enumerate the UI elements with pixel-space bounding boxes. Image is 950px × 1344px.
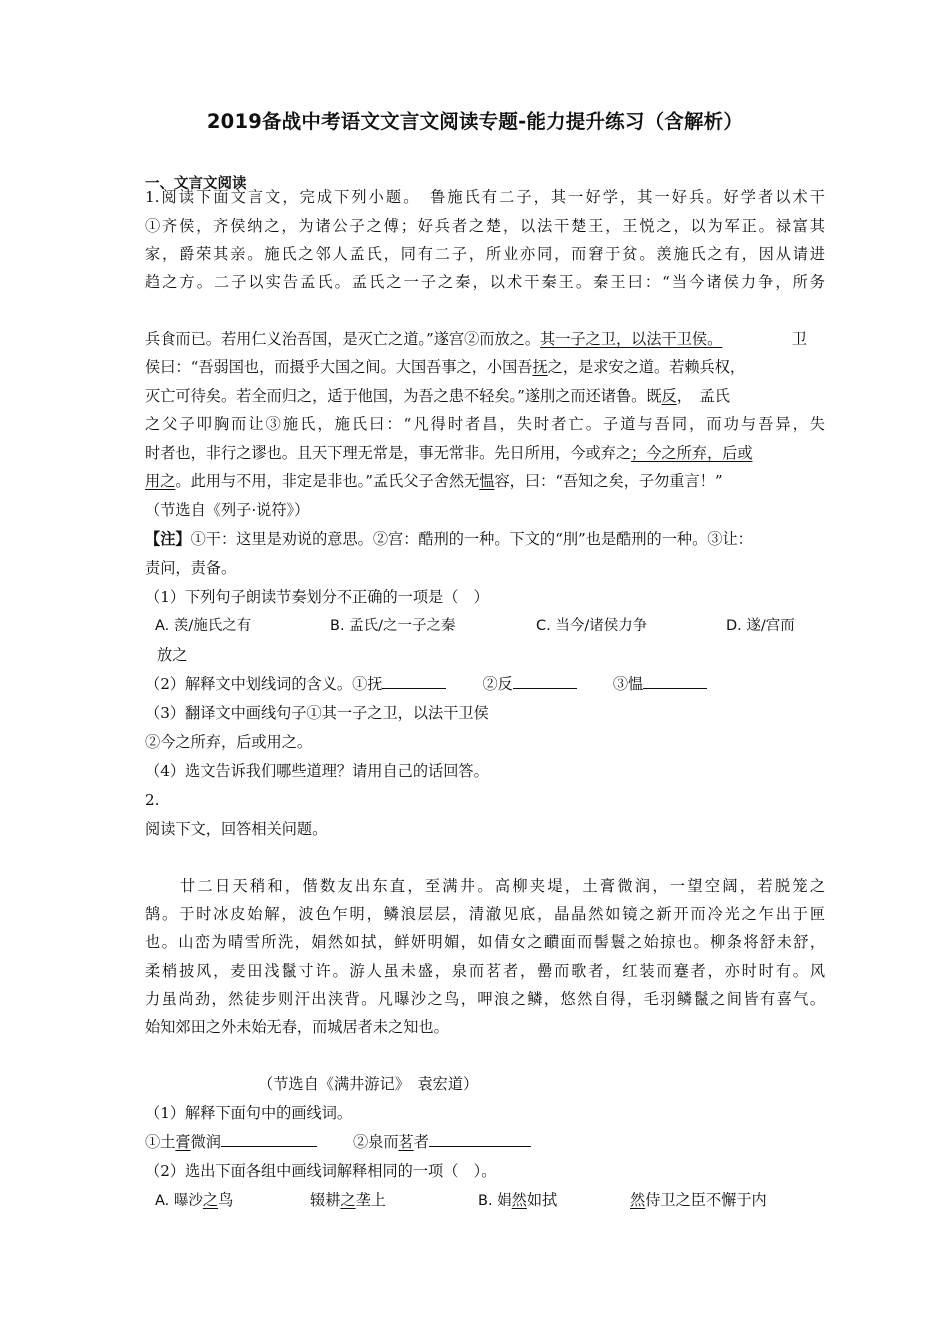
passage-line: 1.阅读下面文言文，完成下列小题。 鲁施氏有二子，其一好学，其一好兵。好学者以术干 bbox=[145, 188, 825, 206]
underlined-sentence: ；今之所弃，后或 bbox=[631, 444, 753, 462]
option-d: D. 遂/宫而 bbox=[726, 618, 795, 634]
passage-line: 力虽尚劲，然徒步则汗出浃背。凡曝沙之鸟，呷浪之鳞，悠然自得，毛羽鳞鬣之间皆有喜气。 bbox=[145, 990, 825, 1008]
option-text: 侍卫之臣不懈于内 bbox=[645, 1191, 767, 1209]
question-intro: 阅读下文，回答相关问题。 bbox=[145, 820, 328, 838]
option-text: 如拭 bbox=[526, 1191, 558, 1209]
passage-text: 容，曰：“吾知之矣，子勿重言！” bbox=[494, 472, 723, 490]
answer-blank[interactable] bbox=[643, 673, 707, 689]
option-a-part1 bbox=[155, 1189, 233, 1212]
word-item: 微润 bbox=[190, 1133, 221, 1151]
underlined-sentence: 其一子之卫，以法干卫侯。 bbox=[540, 330, 723, 348]
question-text: ②今之所弃，后或用之。 bbox=[145, 733, 313, 751]
passage-line: 鹄。于时冰皮始解，波色乍明，鳞浪层层，清澈见底，晶晶然如镜之新开而冷光之乍出于匣 bbox=[145, 905, 825, 923]
passage-line: ①齐侯，齐侯纳之，为诸公子之傅；好兵者之楚，以法干楚王，王悦之，以为军正。禄富其 bbox=[145, 217, 825, 235]
passage-line: 之父子叩胸而让③施氏，施氏曰：“凡得时者昌，失时者亡。子道与吾同，而功与吾异，失 bbox=[145, 415, 825, 433]
question-text: （2）选出下面各组中画线词解释相同的一项（ ）。 bbox=[145, 1162, 497, 1180]
source-citation: （节选自《列子·说符》） bbox=[145, 501, 310, 519]
passage-line: 趋之方。二子以实告孟氏。孟氏之一子之秦，以术干秦王。秦王曰：“当今诸侯力争，所务 bbox=[145, 273, 825, 291]
underlined-word: 膏 bbox=[175, 1133, 191, 1151]
underlined-word: 之 bbox=[340, 1191, 356, 1209]
passage-line bbox=[145, 442, 825, 464]
word-item: ②泉而 bbox=[352, 1133, 399, 1151]
note-text: ①干：这里是劝说的意思。②宫：酷刑的一种。下文的“刖”也是酷刑的一种。③让： bbox=[190, 530, 753, 548]
option-b-part2 bbox=[630, 1189, 767, 1211]
passage-line bbox=[145, 356, 825, 378]
option-a-part2 bbox=[310, 1189, 386, 1211]
passage-line bbox=[145, 328, 825, 350]
word-item: ①抚 bbox=[352, 675, 383, 693]
word-item: ③愠 bbox=[612, 675, 644, 693]
word-item: 者 bbox=[413, 1133, 429, 1151]
passage-line: 始知郊田之外未始无春，而城居者未之知也。 bbox=[145, 1018, 449, 1036]
passage-line: 廿二日天稍和，偕数友出东直，至满井。高柳夹堤，土膏微润，一望空阔，若脱笼之 bbox=[145, 877, 825, 895]
underlined-word: 然 bbox=[630, 1191, 646, 1209]
source-citation: （节选自《满井游记》 袁宏道） bbox=[258, 1075, 479, 1093]
note-line bbox=[145, 528, 825, 550]
question-text bbox=[145, 673, 825, 695]
underlined-word: 反 bbox=[661, 387, 677, 405]
option-text: A. 曝沙 bbox=[155, 1193, 203, 1209]
option-text: 辍耕 bbox=[310, 1191, 341, 1209]
underlined-word: 然 bbox=[511, 1191, 527, 1209]
passage-text: 卫 bbox=[791, 330, 807, 348]
option-d-continued: 放之 bbox=[157, 646, 188, 664]
answer-blank[interactable] bbox=[221, 1131, 317, 1147]
option-text: 鸟 bbox=[218, 1191, 234, 1209]
passage-line bbox=[145, 470, 825, 492]
passage-text: 兵食而已。若用仁义治吾国，是灭亡之道。”遂宫②而放之。 bbox=[145, 330, 541, 348]
note-line: 责问，责备。 bbox=[145, 559, 237, 577]
option-a: A. 羡/施氏之有 bbox=[155, 618, 252, 634]
answer-blank[interactable] bbox=[429, 1131, 531, 1147]
passage-line: 家，爵荣其亲。施氏之邻人孟氏，同有二子，所业亦同，而窘于贫。羡施氏之有，因从请进 bbox=[145, 245, 825, 263]
question-text: （1）下列句子朗读节奏划分不正确的一项是（ ） bbox=[145, 588, 489, 606]
question-number: 2. bbox=[145, 791, 160, 809]
option-c: C. 当今/诸侯力争 bbox=[536, 618, 648, 634]
passage-text: 侯曰：“吾弱国也，而摄乎大国之间。大国吾事之，小国吾 bbox=[145, 358, 533, 376]
passage-line bbox=[145, 385, 825, 407]
passage-text: ， 孟氏 bbox=[676, 387, 730, 405]
answer-blank[interactable] bbox=[513, 673, 577, 689]
question-prefix: （2）解释文中划线词的含义。 bbox=[145, 675, 353, 693]
word-item: ②反 bbox=[482, 675, 513, 693]
option-b: B. 孟氏/之一子之秦 bbox=[330, 618, 456, 634]
passage-text: 之，是求安之道。若赖兵权， bbox=[547, 358, 746, 376]
underlined-word: 之 bbox=[202, 1191, 219, 1209]
underlined-word: 抚 bbox=[532, 358, 548, 376]
underlined-sentence: 用之 bbox=[145, 472, 176, 490]
word-items-row bbox=[145, 1131, 825, 1153]
note-label: 【注】 bbox=[145, 530, 191, 548]
question-text: （3）翻译文中画线句子①其一子之卫，以法干卫侯 bbox=[145, 704, 489, 722]
passage-line: 柔梢披风，麦田浅鬣寸许。游人虽未盛，泉而茗者，罍而歌者，红装而蹇者，亦时时有。风 bbox=[145, 962, 825, 980]
answer-blank[interactable] bbox=[382, 673, 446, 689]
underlined-word: 愠 bbox=[479, 472, 495, 490]
option-text: 垄上 bbox=[355, 1191, 386, 1209]
option-text: B. 娟 bbox=[478, 1193, 512, 1209]
document-title: 2019备战中考语文文言文阅读专题-能力提升练习（含解析） bbox=[206, 110, 744, 133]
word-item: ①土 bbox=[145, 1133, 176, 1151]
passage-line: 也。山峦为晴雪所洗，娟然如拭，鲜妍明媚，如倩女之靧面而髻鬟之始掠也。柳条将舒未舒， bbox=[145, 933, 825, 951]
underlined-word: 茗 bbox=[398, 1133, 414, 1151]
question-text: （1）解释下面句中的画线词。 bbox=[145, 1104, 353, 1122]
passage-text: 时者也，非行之谬也。且天下理无常是，事无常非。先日所用，今或弃之 bbox=[145, 444, 631, 462]
passage-text: 灭亡可待矣。若全而归之，适于他国，为吾之患不轻矣。”遂刖之而还诸鲁。既 bbox=[145, 387, 662, 405]
passage-text: 。此用与不用，非定是非也。”孟氏父子舍然无 bbox=[175, 472, 480, 490]
option-b-part1 bbox=[478, 1189, 557, 1212]
question-text: （4）选文告诉我们哪些道理？请用自己的话回答。 bbox=[145, 762, 489, 780]
section-heading: 一、文言文阅读 bbox=[145, 176, 247, 192]
